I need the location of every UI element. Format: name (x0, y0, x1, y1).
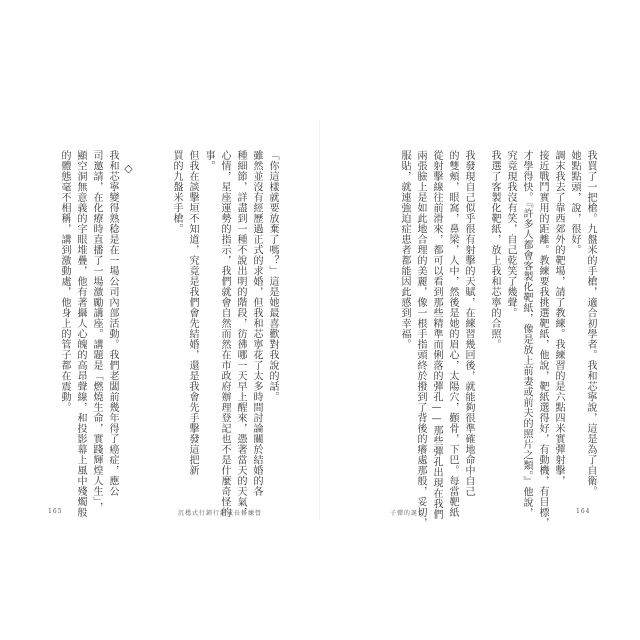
right-page-number: 164 (576, 508, 591, 515)
right-column-1: 我買了一把槍。九盤米的手槍，適合初學者。我和芯寧說，這是為了自衛。 (585, 150, 596, 497)
left-column-6: 但我在談擊垣不知道，究竟是我們會先結婚，還是我會先手擊發這把新 (187, 150, 198, 476)
right-column-10: 的雙頰，眼窩，鼻梁，人中，然後是她的眉心，太陽穴，顴骨，下巴。每當靶紙 (447, 150, 458, 518)
left-column-5: 事。 (203, 150, 214, 171)
right-column-7: 我選了客製化靶紙，放上我和芯寧的合照。 (489, 150, 500, 350)
left-column-4: 心情，星座運勢的指示，我們就會自然而然在市政府辦理登記也不是什麼奇怪的 (219, 150, 230, 518)
right-column-6: 究竟現我沒有笑，自己乾笑了幾聲。 (505, 150, 516, 318)
left-column-2: 雖然並沒有經歷過正式的求婚，但我和芯寧花了太多時間討論關於結婚的各 (251, 150, 262, 497)
left-page-number: 165 (48, 508, 63, 515)
right-column-13: 服貼，就連強迫症患者都能因此感到幸福。 (399, 150, 410, 350)
left-column-7: 買的九盤米手槍。 (171, 150, 182, 234)
right-page (320, 0, 640, 640)
right-running-title: 子彈的誕生 (390, 510, 426, 517)
right-column-2: 她點點頭，說，很好。 (569, 150, 580, 255)
left-column-11: 司邀請，在化療時直播了一場激勵講座。講題是「燃燒生命，實踐輝煌人生」， (91, 150, 102, 513)
left-column-10: 我和芯寧變得熟稔是在一場公司內部活動。我們老闆前幾年得了癌症，應公 (107, 150, 118, 497)
left-column-3: 種細節，詳盡到一種不說出明的階段，彷彿哪一天早上醒來，憑著當天的天氣， (235, 150, 246, 518)
right-column-3: 調末我去了靠西郊外的靶場，請了教練。我練習的是六點四米實彈射擊， (553, 150, 564, 486)
right-column-12: 兩張臉上是如此地合理的美麗，像一根手指頭終於撥到了背後的癢處那般，妥切， (415, 150, 426, 528)
right-column-4: 接近戰鬥實用的距離。教練要我挑選靶紙，他說，靶紙選得好，有動機，有目標， (537, 150, 548, 528)
right-column-11: 從射擊線往前滑來，都可以看到那些精準而俐落的彈孔——那些彈孔出現在我們 (431, 150, 442, 520)
right-column-5: 才學得快。『許多人都會客製化靶紙，像是放上前妻或前夫的照片之類。』他說， (521, 150, 532, 518)
left-running-title: 沉穩式行銷行銷成長修練營 (178, 510, 263, 517)
section-break-diamond: ◇ (122, 162, 135, 176)
left-column-12: 顯空洞無意義的字眼堆疊，他有著攝人心魄的高昂聲線，和投影幕上風中殘燭般 (75, 150, 86, 518)
left-column-13: 的體態毫不相稱，講到激動處，他身上的管子都在震動。 (59, 150, 70, 413)
right-column-9: 我發現自己似乎很有射擊的天賦，在練習幾回後，就能夠很準確地命中自己 (463, 150, 474, 497)
left-column-1: 「你這樣就要放棄了嗎？」這是她最喜歡對我說的話。 (267, 150, 278, 402)
